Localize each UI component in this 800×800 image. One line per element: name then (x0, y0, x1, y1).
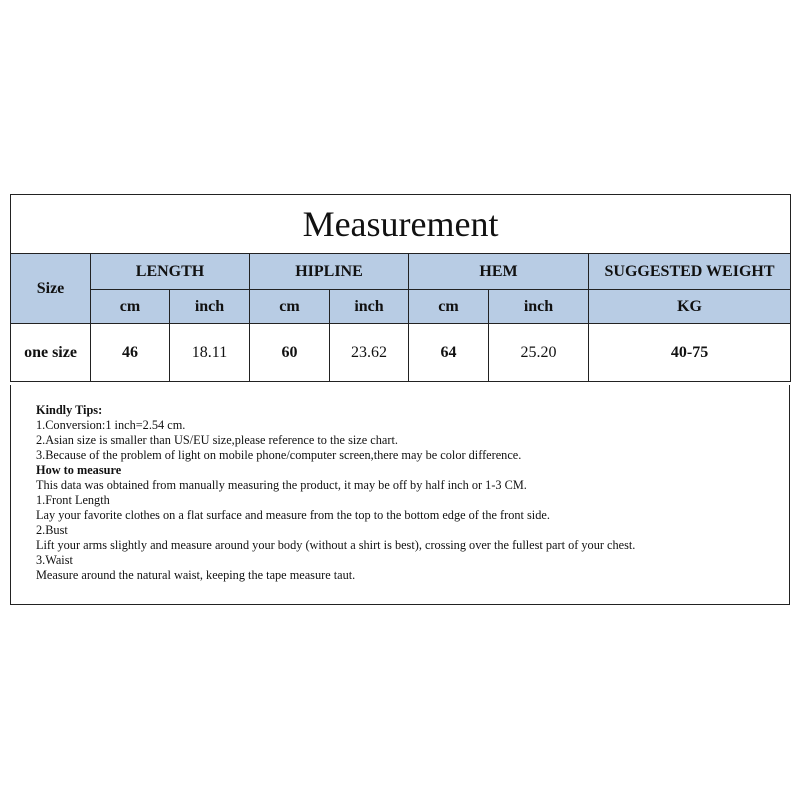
how-line: 3.Waist (36, 553, 73, 567)
how-line: 2.Bust (36, 523, 68, 537)
size-table (10, 194, 791, 382)
header-weight: SUGGESTED WEIGHT (589, 254, 791, 290)
unit-cm: cm (409, 290, 489, 324)
cell-hipline-inch: 23.62 (330, 324, 409, 382)
unit-cm: cm (250, 290, 330, 324)
tips-box (10, 385, 790, 605)
cell-size: one size (11, 324, 91, 382)
how-line: Measure around the natural waist, keeping the tape measure taut. (36, 568, 356, 582)
unit-inch: inch (489, 290, 589, 324)
tip-line: 2.Asian size is smaller than US/EU size,please reference to the size chart. (36, 433, 398, 447)
table-title: Measurement (11, 195, 791, 254)
header-hem: HEM (409, 254, 589, 290)
cell-hipline-cm: 60 (250, 324, 330, 382)
cell-weight: 40-75 (589, 324, 791, 382)
how-line: 1.Front Length (36, 493, 110, 507)
header-hipline: HIPLINE (250, 254, 409, 290)
header-length: LENGTH (91, 254, 250, 290)
cell-hem-cm: 64 (409, 324, 489, 382)
cell-hem-inch: 25.20 (489, 324, 589, 382)
unit-kg: KG (589, 290, 791, 324)
unit-inch: inch (170, 290, 250, 324)
tip-line: 1.Conversion:1 inch=2.54 cm. (36, 418, 186, 432)
tips-heading: Kindly Tips: (36, 403, 103, 417)
unit-inch: inch (330, 290, 409, 324)
how-heading: How to measure (36, 463, 122, 477)
cell-length-cm: 46 (91, 324, 170, 382)
header-size: Size (11, 254, 91, 324)
how-line: Lift your arms slightly and measure around your body (without a shirt is best), crossing over the fullest part of your chest. (36, 538, 636, 552)
how-line: This data was obtained from manually measuring the product, it may be off by half inch or 1-3 CM. (36, 478, 527, 492)
table-row (11, 324, 791, 382)
cell-length-inch: 18.11 (170, 324, 250, 382)
tip-line: 3.Because of the problem of light on mobile phone/computer screen,there may be color difference. (36, 448, 522, 462)
how-line: Lay your favorite clothes on a flat surface and measure from the top to the bottom edge of the front side. (36, 508, 550, 522)
unit-cm: cm (91, 290, 170, 324)
